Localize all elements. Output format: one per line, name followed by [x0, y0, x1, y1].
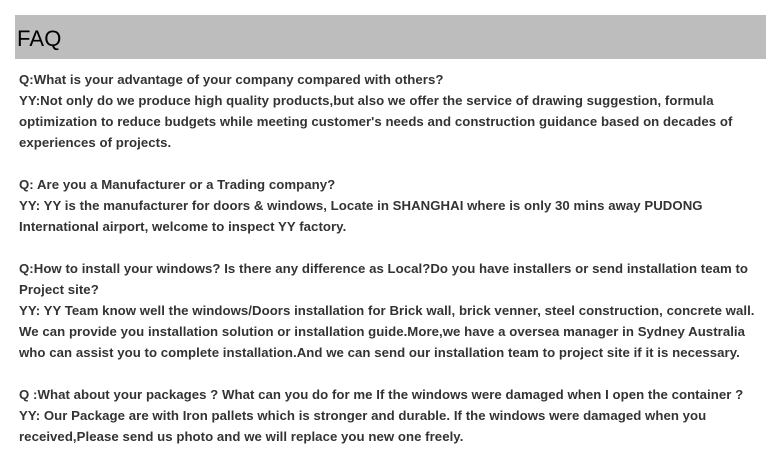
faq-question: Q :What about your packages ? What can you do for me If the windows were damaged when I open the container ?	[19, 387, 744, 402]
faq-question: Q:How to install your windows? Is there any difference as Local?Do you have installers or send installation team to Project site?	[19, 261, 749, 297]
faq-header	[15, 15, 766, 59]
faq-question: Q: Are you a Manufacturer or a Trading company?	[19, 177, 336, 192]
faq-item	[19, 69, 764, 153]
faq-answer: YY: Our Package are with Iron pallets which is stronger and durable. If the windows were damaged when you received,Please send us photo and we will replace you new one freely.	[19, 408, 707, 444]
faq-item	[19, 384, 764, 447]
faq-item	[19, 174, 764, 237]
faq-answer: YY: YY Team know well the windows/Doors installation for Brick wall, brick venner, steel construction, concrete wall. We can provide you installation solution or installation guide.More,we have a oversea manager in Sydney Australia who can assist you to complete installation.And we can send our installation team to project site if it is necessary.	[19, 303, 755, 360]
faq-question: Q:What is your advantage of your company compared with others?	[19, 72, 444, 87]
faq-item	[19, 258, 764, 363]
faq-answer: YY:Not only do we produce high quality products,but also we offer the service of drawing suggestion, formula optimization to reduce budgets while meeting customer's needs and construction guidance based on decades of experiences of projects.	[19, 93, 733, 150]
faq-title: FAQ	[17, 25, 62, 51]
faq-answer: YY: YY is the manufacturer for doors & windows, Locate in SHANGHAI where is only 30 mins away PUDONG International airport, welcome to inspect YY factory.	[19, 198, 703, 234]
faq-list	[19, 69, 764, 468]
